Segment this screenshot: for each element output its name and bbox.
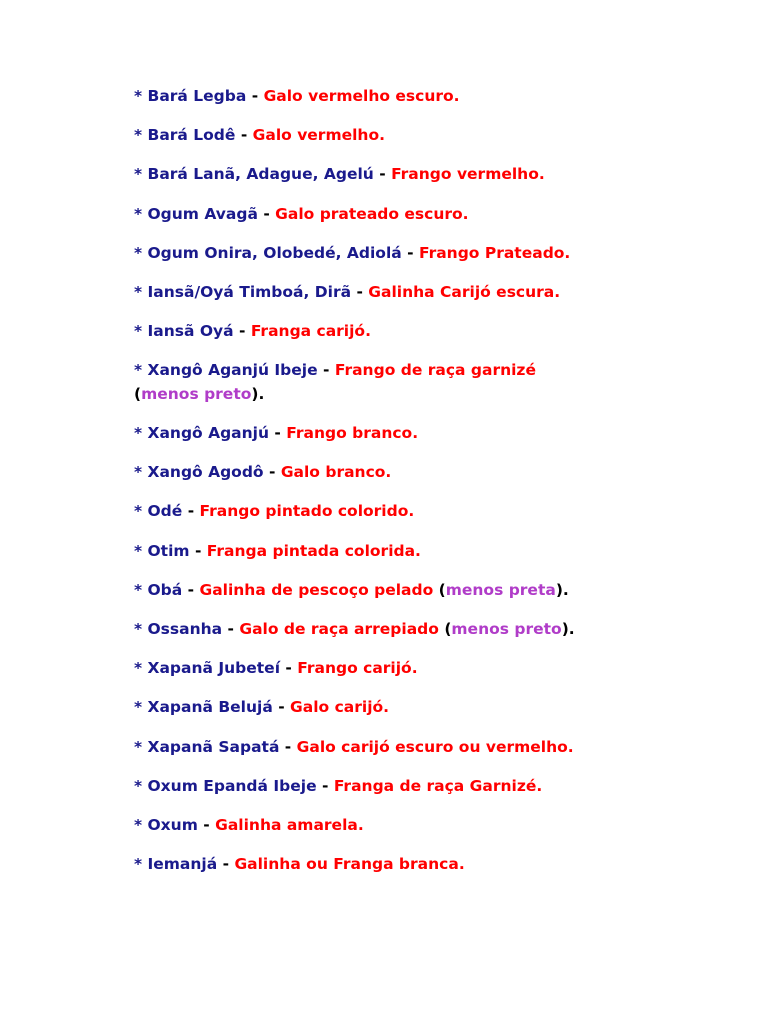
- list-item: [134, 163, 604, 187]
- entity-name: * Oxum Epandá Ibeje: [134, 776, 317, 795]
- offering-description: Frango pintado colorido.: [199, 502, 415, 521]
- entity-name: * Obá: [134, 580, 183, 599]
- entity-name: * Xapanã Belujá: [134, 698, 273, 717]
- offering-description: Galo carijó.: [290, 698, 390, 717]
- separator: -: [217, 855, 235, 874]
- color-note: menos preto: [141, 384, 252, 403]
- separator: -: [279, 737, 297, 756]
- list-item: [134, 461, 604, 485]
- separator: -: [246, 87, 264, 105]
- entity-name: * Xapanã Sapatá: [134, 737, 280, 756]
- offering-description: Franga de raça Garnizé.: [333, 776, 543, 795]
- entry-list: [134, 85, 604, 877]
- separator: -: [280, 659, 298, 678]
- separator: -: [182, 502, 200, 521]
- list-item: [134, 657, 604, 681]
- entity-name: * Bará Lanã, Adague, Agelú: [134, 165, 374, 184]
- offering-description: Galo prateado escuro.: [275, 204, 469, 223]
- offering-description: Galo vermelho.: [252, 126, 386, 145]
- entity-name: * Oxum: [134, 815, 198, 834]
- paren-close: ).: [555, 580, 569, 599]
- offering-description: Frango vermelho.: [391, 165, 545, 184]
- list-item: [134, 359, 604, 406]
- offering-description: Franga carijó.: [250, 322, 371, 341]
- separator: -: [235, 126, 253, 145]
- separator: -: [373, 165, 392, 184]
- paren-open: (: [433, 580, 446, 599]
- list-item: [134, 540, 604, 564]
- separator: -: [233, 322, 251, 341]
- entity-name: * Otim: [134, 541, 190, 560]
- separator: -: [197, 815, 216, 834]
- separator: -: [222, 619, 240, 638]
- separator: -: [272, 698, 291, 717]
- entity-name: * Iansã Oyá: [134, 322, 234, 341]
- paren-close: ).: [251, 384, 265, 403]
- separator: -: [317, 361, 335, 380]
- offering-description: Frango branco.: [286, 424, 419, 442]
- list-item: [134, 242, 604, 266]
- list-item: [134, 736, 604, 760]
- separator: -: [401, 243, 419, 262]
- entity-name: * Iansã/Oyá Timboá, Dirã: [134, 282, 352, 301]
- list-item: [134, 579, 604, 603]
- list-item: [134, 320, 604, 344]
- separator: -: [182, 580, 200, 599]
- list-item: [134, 814, 604, 838]
- entity-name: * Ogum Avagã: [134, 204, 258, 223]
- entity-name: * Xangô Aganjú Ibeje: [134, 361, 318, 380]
- list-item: [134, 422, 604, 446]
- document-body: [134, 85, 604, 892]
- list-item: [134, 85, 604, 109]
- entity-name: * Ogum Onira, Olobedé, Adiolá: [134, 243, 402, 262]
- list-item: [134, 500, 604, 524]
- separator: -: [257, 204, 276, 223]
- list-item: [134, 696, 604, 720]
- separator: -: [316, 776, 334, 795]
- entity-name: * Iemanjá: [134, 855, 218, 874]
- separator: -: [269, 424, 287, 442]
- offering-description: Galinha de pescoço pelado: [199, 580, 434, 599]
- offering-description: Galinha amarela.: [215, 815, 364, 834]
- offering-description: Franga pintada colorida.: [206, 541, 421, 560]
- entity-name: * Bará Lodê: [134, 126, 236, 145]
- offering-description: Frango de raça garnizé: [334, 361, 536, 380]
- list-item: [134, 853, 604, 877]
- entity-name: * Odé: [134, 502, 183, 521]
- offering-description: Galinha Carijó escura.: [368, 282, 561, 301]
- paren-open: (: [438, 619, 452, 638]
- paren-close: ).: [561, 619, 575, 638]
- offering-description: Galo carijó escuro ou vermelho.: [296, 737, 574, 756]
- entity-name: * Ossanha: [134, 619, 223, 638]
- offering-description: Galo de raça arrepiado: [239, 619, 439, 638]
- list-item: [134, 618, 604, 642]
- entity-name: * Xapanã Jubeteí: [134, 659, 281, 678]
- paren-open: (: [134, 384, 142, 403]
- entity-name: * Bará Legba: [134, 87, 247, 105]
- entity-name: * Xangô Agodô: [134, 463, 264, 482]
- separator: -: [351, 282, 369, 301]
- list-item: [134, 281, 604, 305]
- separator: -: [189, 541, 207, 560]
- color-note: menos preta: [445, 580, 556, 599]
- offering-description: Galinha ou Franga branca.: [234, 855, 465, 874]
- list-item: [134, 124, 604, 148]
- offering-description: Frango carijó.: [297, 659, 418, 678]
- entity-name: * Xangô Aganjú: [134, 424, 270, 442]
- separator: -: [263, 463, 281, 482]
- list-item: [134, 203, 604, 227]
- offering-description: Galo branco.: [280, 463, 392, 482]
- offering-description: Frango Prateado.: [418, 243, 571, 262]
- list-item: [134, 775, 604, 799]
- color-note: menos preto: [451, 619, 562, 638]
- offering-description: Galo vermelho escuro.: [263, 87, 460, 105]
